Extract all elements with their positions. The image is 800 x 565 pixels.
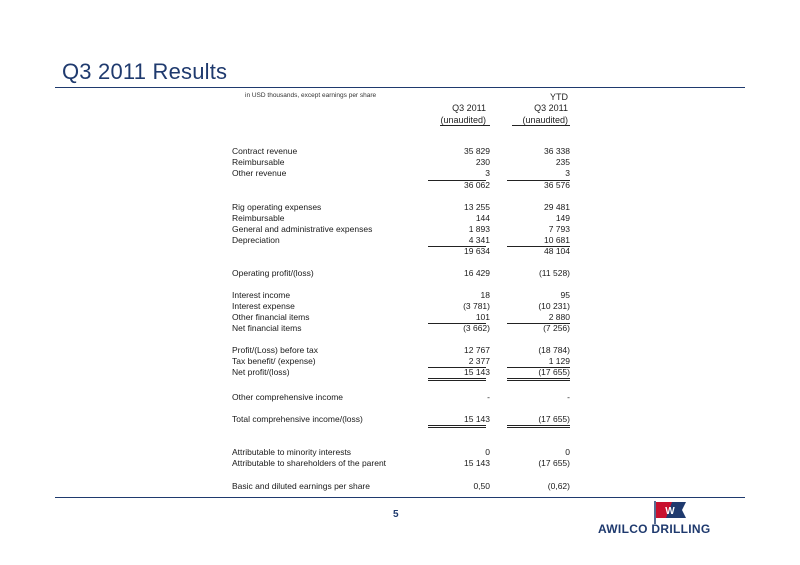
table-row <box>232 312 572 323</box>
row-label: Other financial items <box>232 312 310 322</box>
q3-value: 36 062 <box>464 180 490 190</box>
q3-value: 0,50 <box>473 481 490 491</box>
ytd-value: 36 338 <box>544 146 570 156</box>
table-row <box>232 392 572 403</box>
units-note: in USD thousands, except earnings per share <box>245 92 377 99</box>
q3-value: 35 829 <box>464 146 490 156</box>
q3-value: 19 634 <box>464 246 490 256</box>
header-underline <box>512 125 570 126</box>
q3-value: 230 <box>475 157 490 167</box>
q3-value: 1 893 <box>468 224 490 234</box>
table-row <box>232 157 572 168</box>
ytd-value: 95 <box>560 290 570 300</box>
ytd-value: (10 231) <box>538 301 570 311</box>
table-row <box>232 202 572 213</box>
total-double-line <box>428 380 486 381</box>
page-title: Q3 2011 Results <box>62 59 228 84</box>
header-underline <box>440 125 490 126</box>
ytd-header: YTD <box>550 92 568 102</box>
ytd-value: (17 655) <box>538 458 570 468</box>
ytd-value: 0 <box>565 447 570 457</box>
q3-column-header: Q3 2011 <box>452 103 486 113</box>
table-row <box>232 323 572 334</box>
q3-value: 101 <box>475 312 490 322</box>
table-row <box>232 224 572 235</box>
ytd-value: 3 <box>565 168 570 178</box>
ytd-value: 235 <box>555 157 570 167</box>
flag-letter: W <box>665 506 675 517</box>
table-row <box>232 268 572 279</box>
q3-value: 13 255 <box>464 202 490 212</box>
row-label: Total comprehensive income/(loss) <box>232 414 363 424</box>
q3-value: 12 767 <box>464 345 490 355</box>
ytd-value: (17 655) <box>538 367 570 377</box>
total-double-line <box>428 378 486 379</box>
row-label: Tax benefit/ (expense) <box>232 356 316 366</box>
table-row <box>232 301 572 312</box>
total-double-line <box>428 427 486 428</box>
row-label: Other revenue <box>232 168 287 178</box>
row-label: Interest income <box>232 290 291 300</box>
table-row <box>232 213 572 224</box>
total-double-line <box>507 378 570 379</box>
ytd-value: 149 <box>555 213 570 223</box>
total-double-line <box>507 380 570 381</box>
table-row <box>232 414 572 425</box>
table-row <box>232 481 572 492</box>
total-double-line <box>507 427 570 428</box>
ytd-value: - <box>567 392 570 402</box>
table-row <box>232 246 572 257</box>
ytd-value: (11 528) <box>538 268 570 278</box>
q3-value: 144 <box>475 213 490 223</box>
q3-value: 2 377 <box>468 356 490 366</box>
ytd-unaudited-label: (unaudited) <box>522 115 568 125</box>
total-double-line <box>507 425 570 426</box>
q3-value: 16 429 <box>464 268 490 278</box>
q3-value: 15 143 <box>464 414 490 424</box>
ytd-value: 7 793 <box>548 224 570 234</box>
table-row <box>232 180 572 191</box>
ytd-column-header: Q3 2011 <box>534 103 568 113</box>
row-label: Attributable to shareholders of the parent <box>232 458 387 468</box>
row-label: Reimbursable <box>232 157 285 167</box>
row-label: Net profit/(loss) <box>232 367 290 377</box>
ytd-value: 10 681 <box>544 235 570 245</box>
table-row <box>232 345 572 356</box>
table-row <box>232 367 572 378</box>
q3-value: 15 143 <box>464 458 490 468</box>
row-label: Depreciation <box>232 235 280 245</box>
ytd-value: 36 576 <box>544 180 570 190</box>
title-divider <box>55 87 745 88</box>
q3-value: (3 781) <box>463 301 490 311</box>
q3-value: 3 <box>485 168 490 178</box>
logo-text: AWILCO DRILLING <box>598 522 711 536</box>
row-label: Operating profit/(loss) <box>232 268 314 278</box>
total-double-line <box>428 425 486 426</box>
row-label: Reimbursable <box>232 213 285 223</box>
q3-value: (3 662) <box>463 323 490 333</box>
row-label: Net financial items <box>232 323 302 333</box>
table-row <box>232 458 572 469</box>
table-row <box>232 447 572 458</box>
table-row <box>232 290 572 301</box>
page-number: 5 <box>393 509 399 520</box>
row-label: Rig operating expenses <box>232 202 322 212</box>
ytd-value: 1 129 <box>548 356 570 366</box>
ytd-value: (7 256) <box>543 323 570 333</box>
table-row <box>232 146 572 157</box>
row-label: Attributable to minority interests <box>232 447 352 457</box>
ytd-value: (18 784) <box>538 345 570 355</box>
ytd-value: 48 104 <box>544 246 570 256</box>
footer-divider <box>55 497 745 498</box>
table-row <box>232 235 572 246</box>
q3-value: - <box>487 392 490 402</box>
row-label: Profit/(Loss) before tax <box>232 345 318 355</box>
company-logo <box>598 499 738 539</box>
ytd-value: (17 655) <box>538 414 570 424</box>
row-label: Other comprehensive income <box>232 392 344 402</box>
q3-value: 15 143 <box>464 367 490 377</box>
row-label: Basic and diluted earnings per share <box>232 481 370 491</box>
ytd-value: (0,62) <box>547 481 570 491</box>
ytd-value: 29 481 <box>544 202 570 212</box>
ytd-value: 2 880 <box>548 312 570 322</box>
q3-value: 4 341 <box>468 235 490 245</box>
row-label: General and administrative expenses <box>232 224 373 234</box>
q3-value: 18 <box>480 290 490 300</box>
row-label: Contract revenue <box>232 146 298 156</box>
table-row <box>232 168 572 179</box>
table-row <box>232 356 572 367</box>
row-label: Interest expense <box>232 301 295 311</box>
q3-unaudited-label: (unaudited) <box>440 115 486 125</box>
q3-value: 0 <box>485 447 490 457</box>
